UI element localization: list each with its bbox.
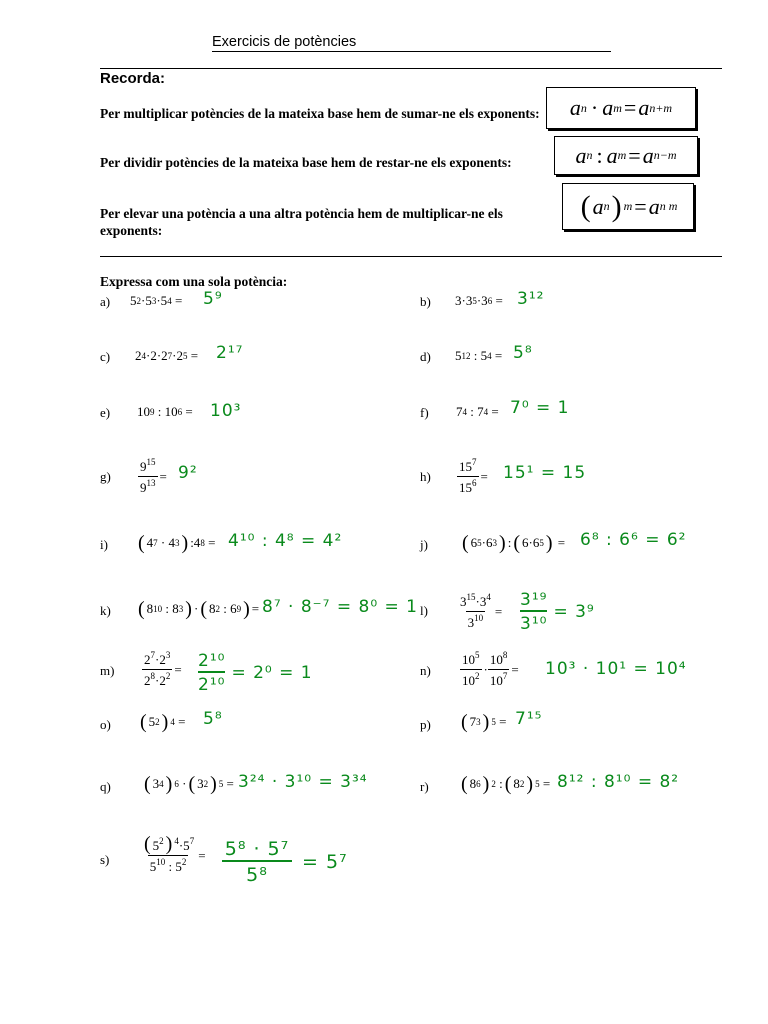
label-g: g) [100,469,111,484]
expression-b: 3·3 5 ·3 6 = [455,293,503,308]
label-r: r) [420,779,429,794]
expression-s: $\frac{( 5^2 ) ^4\cdot 5^7}{5^{10} : 5^2}$ = [144,833,206,874]
label-a: a) [100,294,111,309]
label-p: p) [420,717,431,732]
answer-l-numerator: 3¹⁹ [520,590,548,610]
label-d: d) [420,349,431,364]
label-i: i) [100,537,108,552]
label-j: j) [420,537,428,552]
label-e: e) [100,405,111,420]
answer-c: 2¹⁷ [216,343,244,363]
answer-l-result: = 3⁹ [553,602,595,622]
page-title: Exercicis de potències [212,35,611,52]
answer-s-result: = 5⁷ [302,851,348,873]
expression-k: ( 8 10 : 8 3 ) · ( 8 2 : 6 9 ) = [138,598,260,620]
expression-g: $\frac{9^{15}}{9^{13}}$ = [140,457,167,495]
answer-k: 8⁷ · 8⁻⁷ = 8⁰ = 1 [262,597,418,617]
answer-f: 7⁰ = 1 [510,398,570,418]
expression-f: 7 4 : 7 4 = [456,404,499,419]
expression-j: ( 6 5 ·6 3 ) : ( 6·6 5 ) = [462,532,566,554]
answer-h: 15¹ = 15 [503,463,587,483]
answer-l-denominator: 3¹⁰ [520,610,547,634]
answer-j: 6⁸ : 6⁶ = 6² [580,530,687,550]
answer-m-denominator: 2¹⁰ [198,671,225,695]
answer-m [198,651,313,695]
label-m: m) [100,663,115,678]
expression-i: ( 4 7 · 4 3 ) :4 8 = [138,532,216,554]
expression-r: ( 8 6 ) 2 : ( 8 2 ) 5 = [461,773,551,795]
answer-m-numerator: 2¹⁰ [198,651,226,671]
expression-p: ( 7 3 ) 5 = [461,711,507,733]
answer-m-result: = 2⁰ = 1 [231,663,313,683]
answer-e: 10³ [210,401,242,421]
rule-power: Per elevar una potència a una altra potència hem de multiplicar-ne els exponents: [100,206,503,238]
answer-b: 3¹² [517,289,545,309]
expression-c: 2 4 ·2·2 7 ·2 5 = [135,348,199,363]
label-l: l) [420,603,428,618]
answer-d: 5⁸ [513,343,533,363]
label-s: s) [100,852,110,867]
label-h: h) [420,469,431,484]
label-n: n) [420,663,431,678]
answer-s [222,838,348,886]
expression-e: 10 9 : 10 6 = [137,404,193,419]
answer-o: 5⁸ [203,709,223,729]
answer-n: 10³ · 10¹ = 10⁴ [545,659,687,679]
answer-s-numerator: 5⁸ · 5⁷ [224,838,290,860]
label-k: k) [100,603,111,618]
expression-m: $\frac{2^7\cdot 2^3}{2^8\cdot 2^2}$ = [144,650,182,688]
label-c: c) [100,349,111,364]
answer-i: 4¹⁰ : 4⁸ = 4² [228,531,343,551]
section-title: Expressa com una sola potència: [100,274,288,289]
divider-middle [100,256,722,257]
answer-a: 5⁹ [203,289,223,309]
formula-power-box: ( a n ) m = a n m [562,183,694,230]
answer-g: 9² [178,463,198,483]
label-f: f) [420,405,429,420]
answer-r: 8¹² : 8¹⁰ = 8² [557,772,680,792]
answer-p: 7¹⁵ [515,709,543,729]
label-o: o) [100,717,111,732]
recorda-heading: Recorda: [100,70,166,87]
answer-s-denominator: 5⁸ [222,860,292,886]
expression-a: 5 2 ·5 3 ·5 4 = [130,293,183,308]
answer-l [520,590,595,634]
formula-multiply-box: a n · a m = a n+m [546,87,696,129]
expression-l: $\frac{3^{15}\cdot 3^4}{3^{10}}$ = [460,592,503,630]
answer-q: 3²⁴ · 3¹⁰ = 3³⁴ [238,772,368,792]
expression-n: $\frac{10^5}{10^2}$ · $\frac{10^8}{10^7}$ = [462,650,519,688]
expression-q: ( 3 4 ) 6 · ( 3 2 ) 5 = [144,773,234,795]
label-b: b) [420,294,431,309]
rule-multiply: Per multiplicar potències de la mateixa base hem de sumar-ne els exponents: [100,106,540,121]
expression-d: 5 12 : 5 4 = [455,348,503,363]
rule-divide: Per dividir potències de la mateixa base hem de restar-ne els exponents: [100,155,512,170]
expression-h: $\frac{15^7}{15^6}$ = [459,457,488,495]
formula-divide-box: a n : a m = a n−m [554,136,698,175]
expression-o: ( 5 2 ) 4 = [140,711,186,733]
divider-top [100,68,722,69]
label-q: q) [100,779,111,794]
